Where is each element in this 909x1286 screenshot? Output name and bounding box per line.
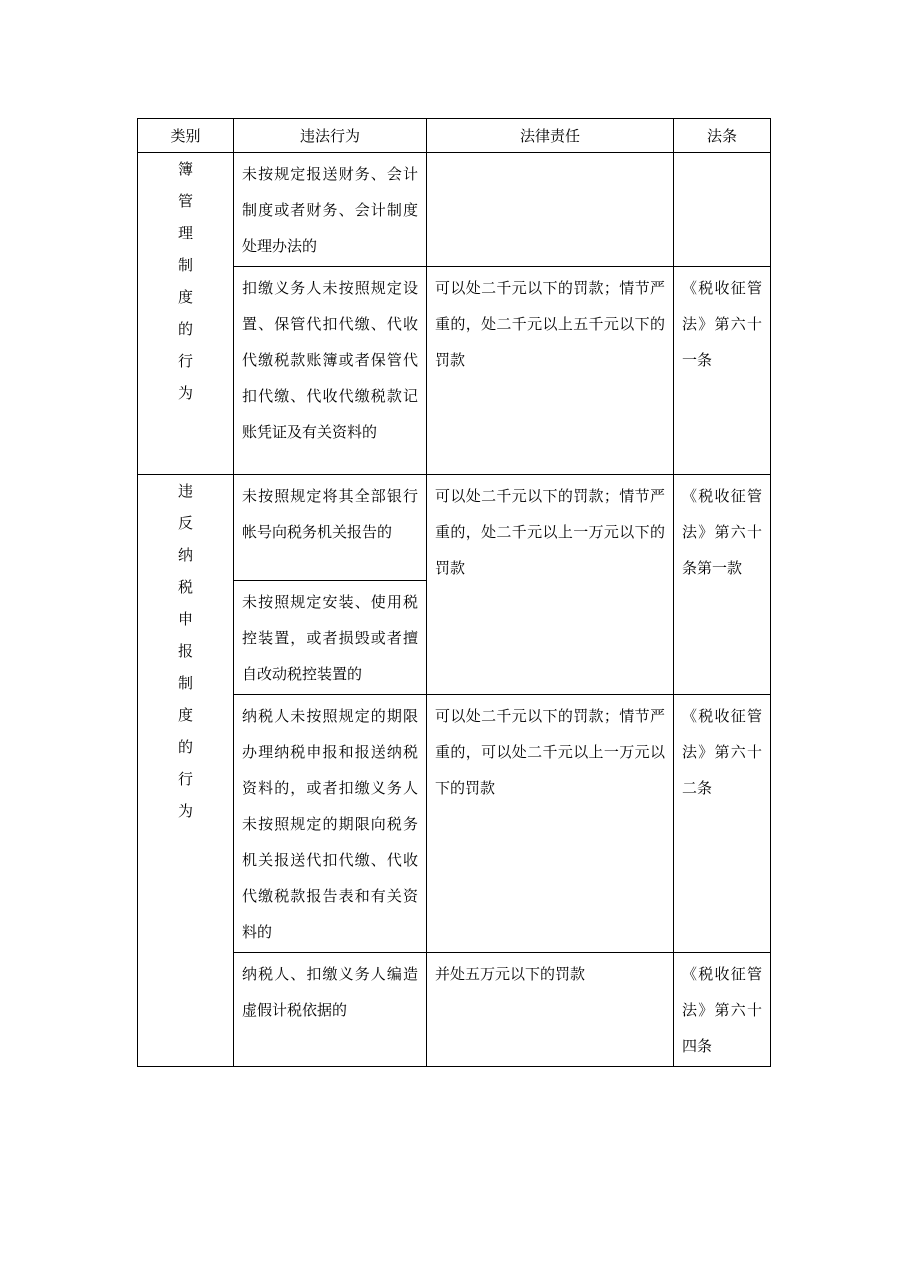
category-cell [138,475,234,1067]
liability-cell [427,953,674,1067]
behavior-cell [234,267,427,475]
liability-text: 可以处二千元以下的罚款；情节严重的，可以处二千元以上一万元以下的罚款 [435,707,665,797]
article-text: 《税收征管法》第六十一条 [682,279,762,369]
category-cell [138,153,234,475]
behavior-cell [234,153,427,267]
table-row [138,153,771,267]
header-article: 法条 [674,119,771,153]
liability-cell [427,267,674,475]
article-cell-empty [674,153,771,267]
liability-cell [427,695,674,953]
behavior-cell [234,953,427,1067]
behavior-cell [234,475,427,581]
tax-violations-table [137,118,771,1067]
article-cell [674,953,771,1067]
article-text: 《税收征管法》第六十四条 [682,965,762,1055]
behavior-text: 未按规定报送财务、会计制度或者财务、会计制度处理办法的 [242,165,418,255]
table-row [138,475,771,581]
behavior-cell [234,581,427,695]
article-cell [674,267,771,475]
liability-text: 并处五万元以下的罚款 [435,965,586,983]
liability-cell-empty [427,153,674,267]
behavior-text: 未按照规定将其全部银行帐号向税务机关报告的 [242,487,418,541]
article-cell [674,475,771,695]
behavior-cell [234,695,427,953]
liability-text: 可以处二千元以下的罚款；情节严重的，处二千元以上一万元以下的罚款 [435,487,665,577]
category-label: 簿管理制度的行为 [177,160,193,402]
header-category: 类别 [138,119,234,153]
article-text: 《税收征管法》第六十条第一款 [682,487,762,577]
behavior-text: 未按照规定安装、使用税控装置，或者损毁或者擅自改动税控装置的 [242,593,418,683]
article-cell [674,695,771,953]
liability-cell [427,475,674,695]
header-behavior: 违法行为 [234,119,427,153]
behavior-text: 扣缴义务人未按照规定设置、保管代扣代缴、代收代缴税款账簿或者保管代扣代缴、代收代缴税款记账凭证及有关资料的 [242,279,418,441]
table-header-row [138,119,771,153]
liability-text: 可以处二千元以下的罚款；情节严重的，处二千元以上五千元以下的罚款 [435,279,665,369]
header-liability: 法律责任 [427,119,674,153]
behavior-text: 纳税人、扣缴义务人编造虚假计税依据的 [242,965,418,1019]
behavior-text: 纳税人未按照规定的期限办理纳税申报和报送纳税资料的，或者扣缴义务人未按照规定的期限向税务机关报送代扣代缴、代收代缴税款报告表和有关资料的 [242,707,418,941]
article-text: 《税收征管法》第六十二条 [682,707,762,797]
category-label: 违反纳税申报制度的行为 [177,482,193,820]
